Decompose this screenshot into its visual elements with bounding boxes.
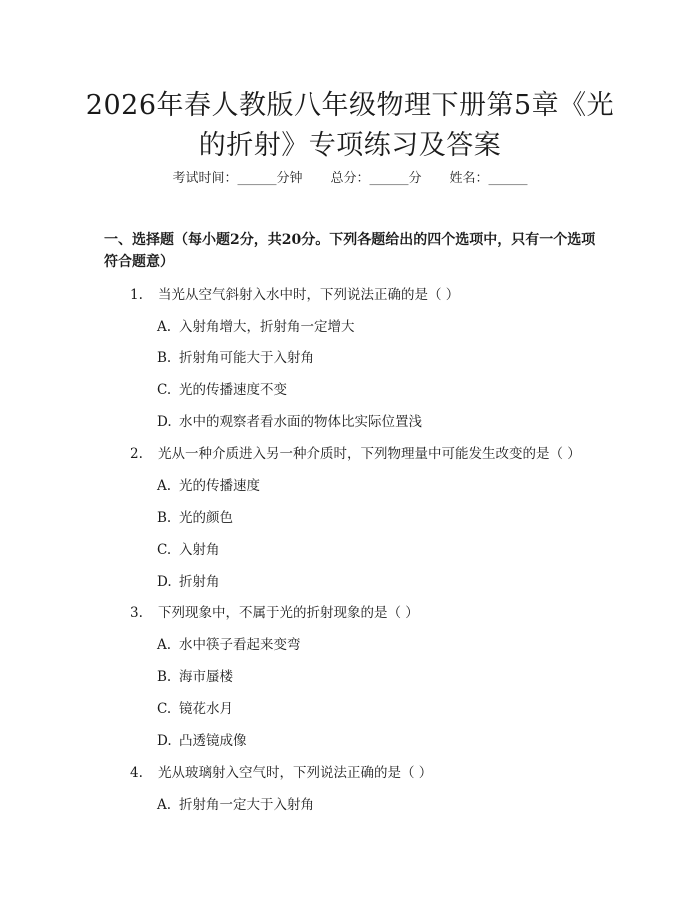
option-letter: A. bbox=[157, 478, 172, 494]
option-letter: D. bbox=[157, 574, 172, 590]
option-text: 光的传播速度不变 bbox=[179, 382, 287, 398]
option-text: 海市蜃楼 bbox=[179, 669, 233, 685]
question-text: 光从一种介质进入另一种介质时，下列物理量中可能发生改变的是（ ） bbox=[158, 446, 581, 462]
option-1d bbox=[157, 410, 422, 430]
option-text: 光的颜色 bbox=[179, 510, 233, 526]
option-text: 水中筷子看起来变弯 bbox=[179, 637, 301, 653]
title-line-1: 2026年春人教版八年级物理下册第5章《光 bbox=[85, 90, 615, 121]
question-text: 当光从空气斜射入水中时，下列说法正确的是（ ） bbox=[158, 287, 460, 303]
question-number: 1. bbox=[130, 287, 143, 303]
option-text: 入射角增大，折射角一定增大 bbox=[179, 319, 355, 335]
option-2a bbox=[157, 474, 260, 494]
question-1 bbox=[130, 283, 459, 303]
option-1b bbox=[157, 346, 314, 366]
option-text: 入射角 bbox=[179, 542, 220, 558]
option-3c bbox=[157, 697, 233, 717]
option-text: 镜花水月 bbox=[179, 701, 233, 717]
option-3a bbox=[157, 633, 301, 653]
option-letter: A. bbox=[157, 637, 172, 653]
option-letter: B. bbox=[157, 510, 172, 526]
option-2c bbox=[157, 538, 220, 558]
question-text: 下列现象中，不属于光的折射现象的是（ ） bbox=[158, 605, 419, 621]
option-text: 光的传播速度 bbox=[179, 478, 260, 494]
question-2 bbox=[130, 442, 581, 462]
question-3 bbox=[130, 601, 419, 621]
option-letter: C. bbox=[157, 382, 172, 398]
question-text: 光从玻璃射入空气时，下列说法正确的是（ ） bbox=[158, 765, 433, 781]
option-letter: C. bbox=[157, 542, 172, 558]
option-2d bbox=[157, 570, 220, 590]
question-4 bbox=[130, 761, 432, 781]
exam-info bbox=[0, 167, 700, 186]
option-1a bbox=[157, 315, 355, 335]
option-3b bbox=[157, 665, 233, 685]
option-letter: C. bbox=[157, 701, 172, 717]
option-text: 折射角 bbox=[179, 574, 220, 590]
option-text: 折射角一定大于入射角 bbox=[179, 797, 314, 813]
exam-time: 考试时间：______分钟 bbox=[172, 171, 303, 186]
option-letter: A. bbox=[157, 797, 172, 813]
question-number: 4. bbox=[130, 765, 143, 781]
section-heading: 一、选择题（每小题2分，共20分。下列各题给出的四个选项中，只有一个选项符合题意） bbox=[104, 232, 596, 270]
student-name: 姓名：______ bbox=[449, 171, 528, 186]
option-letter: A. bbox=[157, 319, 172, 335]
option-text: 折射角可能大于入射角 bbox=[179, 350, 314, 366]
question-number: 2. bbox=[130, 446, 143, 462]
option-letter: B. bbox=[157, 669, 172, 685]
question-number: 3. bbox=[130, 605, 143, 621]
option-3d bbox=[157, 729, 247, 749]
option-1c bbox=[157, 378, 287, 398]
document-title bbox=[80, 86, 620, 166]
option-letter: D. bbox=[157, 414, 172, 430]
option-2b bbox=[157, 506, 233, 526]
option-text: 水中的观察者看水面的物体比实际位置浅 bbox=[179, 414, 422, 430]
option-letter: D. bbox=[157, 733, 172, 749]
title-line-2: 的折射》专项练习及答案 bbox=[198, 130, 502, 161]
exam-score: 总分：______分 bbox=[330, 171, 422, 186]
option-4a bbox=[157, 793, 314, 813]
option-text: 凸透镜成像 bbox=[179, 733, 247, 749]
option-letter: B. bbox=[157, 350, 172, 366]
